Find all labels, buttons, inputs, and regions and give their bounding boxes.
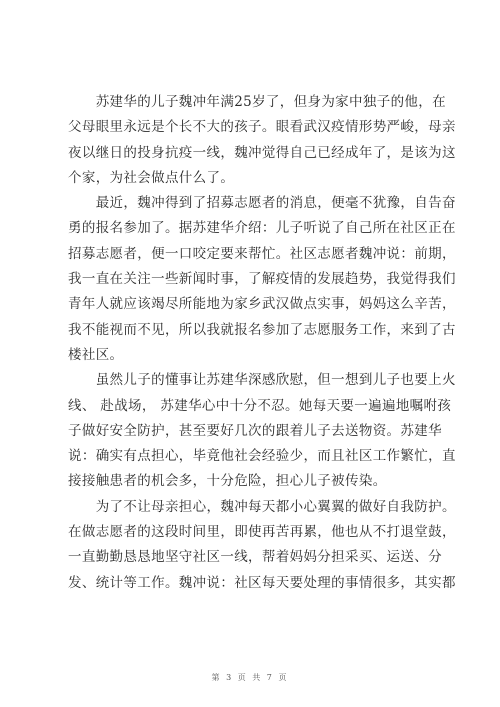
text-line: 线、 赴战场， 苏建华心中十分不忍。她每天要一遍遍地嘱咐孩 <box>68 397 452 414</box>
text-line: 虽然儿子的懂事让苏建华深感欣慰，但一想到儿子也要上火 <box>68 372 456 389</box>
page-number-footer: 第 3 页 共 7 页 <box>211 673 289 682</box>
text-line: 苏建华的儿子魏冲年满25岁了，但身为家中独子的他，在 <box>68 94 446 110</box>
text-line: 发、统计等工作。魏冲说：社区每天要处理的事情很多，其实都 <box>68 574 456 591</box>
text-line: 一直勤勤恳恳地坚守社区一线，帮着妈妈分担采买、运送、分 <box>68 549 442 566</box>
text-line: 我不能视而不见，所以我就报名参加了志愿服务工作，来到了古 <box>68 321 456 338</box>
text-line: 个家，为社会做点什么了。 <box>68 169 235 186</box>
text-line: 勇的报名参加了。据苏建华介绍：儿子听说了自己所在社区正在 <box>68 220 456 237</box>
text-line: 为了不让母亲担心，魏冲每天都小心翼翼的做好自我防护。 <box>68 498 456 515</box>
text-line: 青年人就应该竭尽所能地为家乡武汉做点实事，妈妈这么辛苦， <box>68 296 456 313</box>
text-line: 在做志愿者的这段时间里，即使再苦再累，他也从不打退堂鼓， <box>68 524 456 541</box>
text-line: 我一直在关注一些新闻时事，了解疫情的发展趋势，我觉得我们 <box>68 271 456 288</box>
text-line: 最近，魏冲得到了招募志愿者的消息，便毫不犹豫，自告奋 <box>68 195 456 212</box>
document-body <box>68 90 456 596</box>
text-line: 说：确实有点担心，毕竟他社会经验少，而且社区工作繁忙，直 <box>68 448 456 465</box>
text-line: 子做好安全防护，甚至要好几次的跟着儿子去送物资。苏建华 <box>68 422 442 439</box>
text-line: 接接触患者的机会多，十分危险，担心儿子被传染。 <box>68 473 387 490</box>
text-line: 父母眼里永远是个长不大的孩子。眼看武汉疫情形势严峻，母亲 <box>68 119 456 136</box>
text-line: 招募志愿者，便一口咬定要来帮忙。社区志愿者魏冲说：前期， <box>68 245 456 262</box>
text-line: 夜以继日的投身抗疫一线，魏冲觉得自己已经成年了，是该为这 <box>68 144 456 161</box>
text-line: 楼社区。 <box>68 346 124 363</box>
